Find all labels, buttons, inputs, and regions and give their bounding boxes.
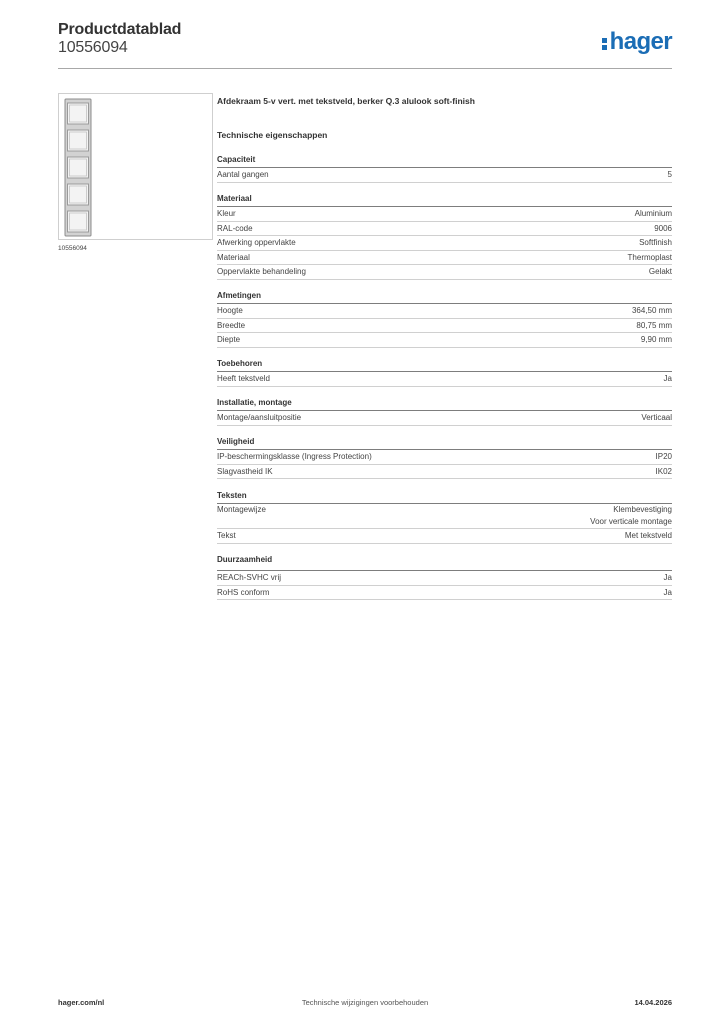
spec-label: RAL-code	[217, 223, 253, 233]
spec-value: Ja	[663, 573, 672, 582]
section-title: Toebehoren	[217, 357, 672, 372]
spec-value: Verticaal	[641, 413, 672, 422]
spec-row	[217, 586, 672, 601]
spec-row	[217, 504, 672, 530]
properties-heading: Technische eigenschappen	[217, 130, 328, 140]
spec-row	[217, 411, 672, 426]
section-title: Capaciteit	[217, 153, 672, 168]
spec-row	[217, 236, 672, 251]
section-afmetingen	[217, 289, 672, 348]
logo-colon-icon	[602, 30, 608, 54]
spec-label: RoHS conform	[217, 587, 270, 597]
spec-value: Ja	[663, 587, 672, 597]
spec-value: 5	[667, 170, 672, 179]
section-capaciteit	[217, 153, 672, 183]
spec-row	[217, 168, 672, 183]
spec-value: Ja	[663, 374, 672, 383]
spec-label: Heeft tekstveld	[217, 374, 270, 383]
section-teksten	[217, 489, 672, 544]
spec-row	[217, 465, 672, 480]
spec-row	[217, 319, 672, 334]
footer-disclaimer: Technische wijzigingen voorbehouden	[301, 998, 429, 1007]
section-title: Duurzaamheid	[217, 553, 672, 571]
header-divider	[58, 68, 672, 69]
spec-label: Breedte	[217, 320, 246, 330]
spec-label: Hoogte	[217, 306, 243, 315]
spec-row	[217, 529, 672, 544]
section-title: Materiaal	[217, 192, 672, 207]
spec-value-line: Voor verticale montage	[590, 516, 672, 526]
section-toebehoren	[217, 357, 672, 387]
spec-value: IK02	[655, 466, 672, 476]
spec-value: 364,50 mm	[631, 306, 672, 315]
section-title: Installatie, montage	[217, 396, 672, 411]
spec-value	[590, 504, 672, 528]
spec-label: Materiaal	[217, 252, 250, 262]
spec-value: Thermoplast	[627, 252, 672, 262]
footer-date: 14.04.2026	[634, 998, 672, 1007]
spec-row	[217, 372, 672, 387]
image-caption: 10556094	[58, 245, 87, 252]
spec-label: Tekst	[217, 531, 236, 540]
product-number: 10556094	[58, 39, 128, 56]
spec-value: IP20	[655, 452, 672, 461]
spec-row	[217, 207, 672, 222]
spec-row	[217, 265, 672, 280]
spec-value: Aluminium	[634, 209, 672, 218]
spec-label: Diepte	[217, 335, 241, 344]
product-name: Afdekraam 5-v vert. met tekstveld, berker Q.3 alulook soft-finish	[217, 96, 475, 106]
spec-row	[217, 450, 672, 465]
footer-website: hager.com/nl	[58, 998, 105, 1007]
spec-label: REACh-SVHC vrij	[217, 573, 282, 582]
section-duurzaamheid	[217, 553, 672, 600]
spec-value: Gelakt	[648, 267, 672, 276]
section-materiaal	[217, 192, 672, 280]
section-veiligheid	[217, 435, 672, 479]
spec-row	[217, 222, 672, 237]
hager-logo	[602, 30, 672, 56]
spec-value: 80,75 mm	[636, 320, 672, 330]
spec-value-line: Klembevestiging	[613, 504, 672, 514]
spec-label: Oppervlakte behandeling	[217, 267, 306, 276]
spec-label: Kleur	[217, 209, 236, 218]
spec-value: 9006	[654, 223, 672, 233]
spec-value: Met tekstveld	[624, 531, 672, 540]
spec-value: 9,90 mm	[640, 335, 672, 344]
cover-frame-image	[59, 94, 214, 241]
section-title: Afmetingen	[217, 289, 672, 304]
logo-text: hager	[609, 28, 672, 55]
spec-label: Aantal gangen	[217, 170, 269, 179]
spec-row	[217, 333, 672, 348]
spec-label: Montagewijze	[217, 504, 266, 514]
section-title: Teksten	[217, 489, 672, 504]
spec-label: Afwerking oppervlakte	[217, 238, 296, 247]
document-title: Productdatablad	[58, 21, 182, 38]
spec-row	[217, 571, 672, 586]
specifications-table	[217, 144, 672, 601]
spec-row	[217, 304, 672, 319]
section-installatie-montage	[217, 396, 672, 426]
spec-label: Montage/aansluitpositie	[217, 413, 302, 422]
spec-row	[217, 251, 672, 266]
section-title: Veiligheid	[217, 435, 672, 450]
spec-label: Slagvastheid IK	[217, 466, 273, 476]
spec-label: IP-beschermingsklasse (Ingress Protection)	[217, 452, 372, 461]
product-image	[58, 93, 213, 240]
spec-value: Softfinish	[639, 238, 672, 247]
